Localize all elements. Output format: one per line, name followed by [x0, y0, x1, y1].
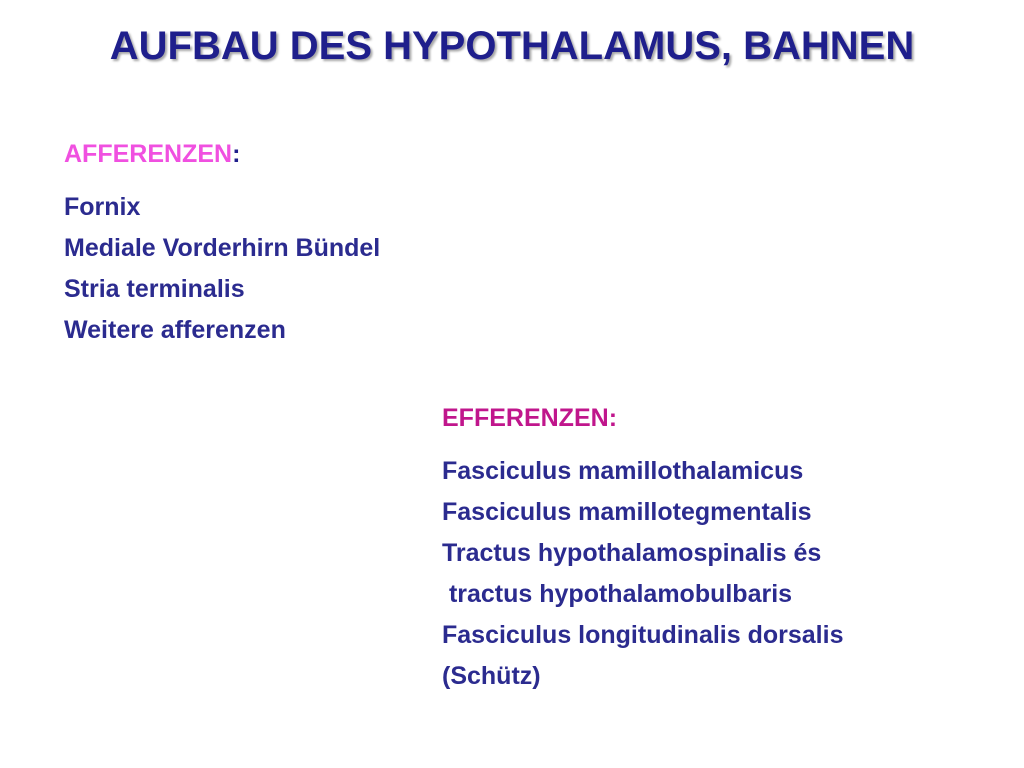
list-item: Fasciculus longitudinalis dorsalis [442, 621, 844, 649]
afferent-heading-colon: : [232, 140, 241, 168]
list-item: Stria terminalis [64, 275, 245, 303]
efferent-heading [442, 398, 843, 439]
list-item: Tractus hypothalamospinalis és [442, 539, 822, 567]
list-item: (Schütz) [442, 662, 541, 690]
list-item: Mediale Vorderhirn Bündel [64, 234, 381, 262]
list-item: Fornix [64, 193, 141, 221]
list-item: Fasciculus mamillotegmentalis [442, 498, 812, 526]
slide-title: AUFBAU DES HYPOTHALAMUS, BAHNEN [109, 24, 915, 68]
list-item: tractus hypothalamobulbaris [442, 580, 793, 608]
afferent-section [64, 134, 380, 351]
efferent-heading-label: EFFERENZEN [442, 404, 609, 432]
afferent-heading-label: AFFERENZEN [64, 140, 233, 168]
list-item: Weitere afferenzen [64, 316, 286, 344]
afferent-list [64, 187, 380, 351]
list-item: Fasciculus mamillothalamicus [442, 457, 804, 485]
efferent-section [442, 398, 843, 697]
afferent-heading [64, 134, 380, 175]
efferent-heading-colon: : [608, 404, 618, 432]
efferent-list [442, 451, 843, 697]
